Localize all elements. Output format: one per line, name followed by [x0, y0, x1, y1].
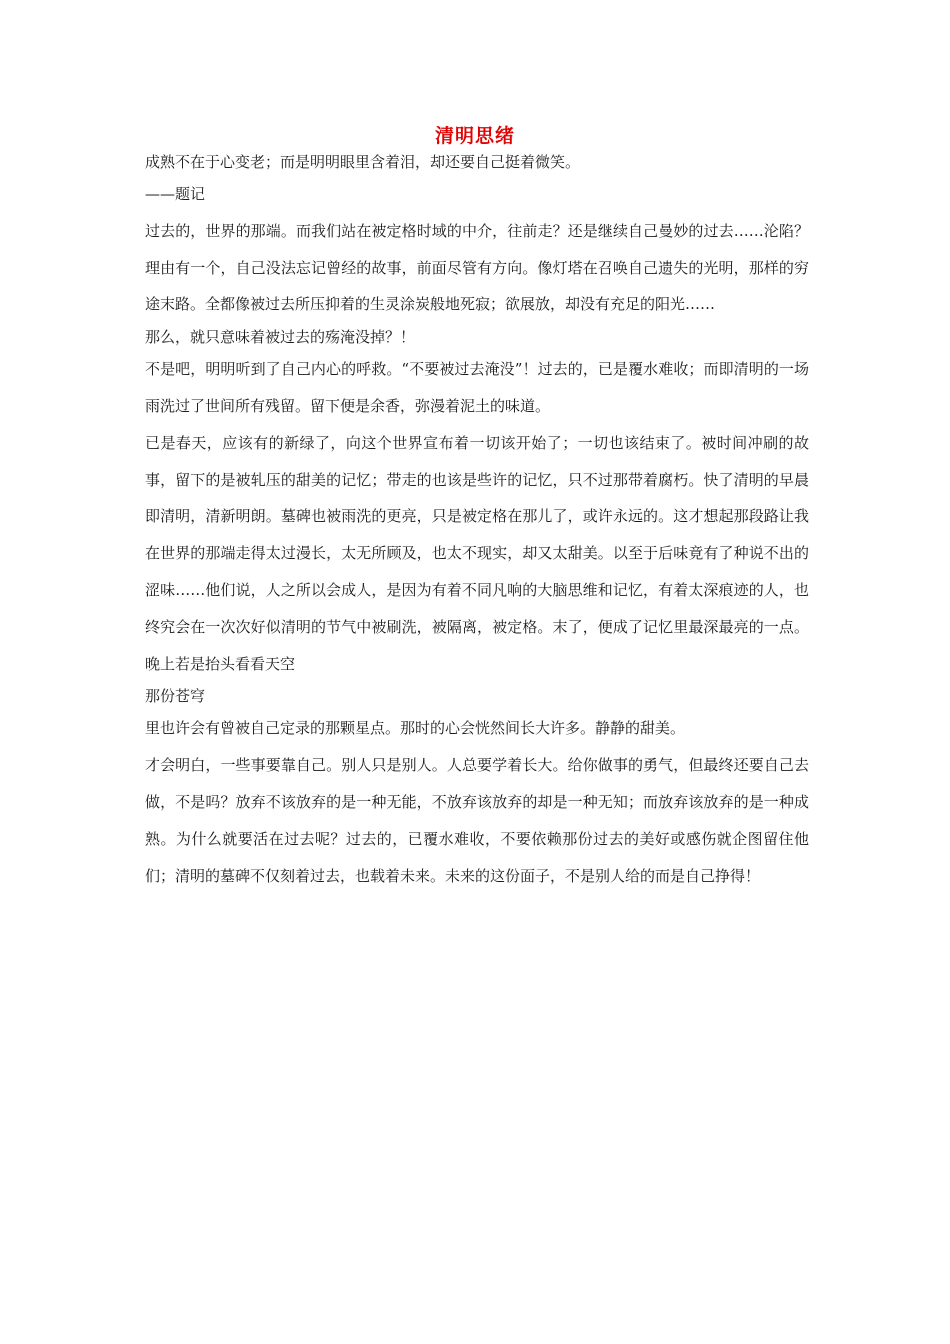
body-paragraph: 已是春天，应该有的新绿了，向这个世界宣布着一切该开始了；一切也该结束了。被时间冲刷的故事，留下的是被轧压的甜美的记忆；带走的也该是些许的记忆，只不过那带着腐朽。快了清明的早晨即清明，清新明朗。墓碑也被雨洗的更亮，只是被定格在那儿了，或许永远的。这才想起那段路让我在世界的那端走得太过漫长，太无所顾及，也太不现实，却又太甜美。以至于后味竟有了种说不出的涩味……他们说，人之所以会成人，是因为有着不同凡响的大脑思维和记忆，有着太深痕迹的人，也终究会在一次次好似清明的节气中被刷洗，被隔离，被定格。末了，便成了记忆里最深最亮的一点。晚上若是抬头看看天空 — [145, 433, 809, 673]
document-body — [145, 148, 809, 894]
epigraph-paragraph: 成熟不在于心变老；而是明明眼里含着泪，却还要自己挺着微笑。 — [145, 153, 581, 171]
body-paragraph: 才会明白，一些事要靠自己。别人只是别人。人总要学着长大。给你做事的勇气，但最终还要自己去做，不是吗？放弃不该放弃的是一种无能，不放弃该放弃的却是一种无知；而放弃该放弃的是一种成熟。为什么就要活在过去呢？过去的，已覆水难收，不要依赖那份过去的美好或感伤就企图留住他们；清明的墓碑不仅刻着过去，也载着未来。未来的这份面子，不是别人给的而是自己挣得！ — [145, 756, 809, 885]
epigraph-attribution: ——题记 — [145, 185, 206, 203]
document-title: 清明思绪 — [434, 125, 515, 147]
body-paragraph: 那么，就只意味着被过去的殇淹没掉？！ — [145, 328, 416, 347]
body-paragraph: 那份苍穹 — [145, 687, 206, 706]
body-paragraph: 过去的，世界的那端。而我们站在被定格时域的中介，往前走？还是继续自己曼妙的过去……沦陷？理由有一个，自己没法忘记曾经的故事，前面尽管有方向。像灯塔在召唤自己遗失的光明，那样的穷途末路。全都像被过去所压抑着的生灵涂炭般地死寂；欲展放，却没有充足的阳光…… — [145, 221, 809, 314]
body-paragraph: 不是吧，明明听到了自己内心的呼救。“不要被过去淹没”！过去的，已是覆水难收；而即清明的一场雨洗过了世间所有残留。留下便是余香，弥漫着泥土的味道。 — [145, 360, 809, 415]
body-paragraph: 里也许会有曾被自己定录的那颗星点。那时的心会恍然间长大许多。静静的甜美。 — [145, 719, 686, 738]
